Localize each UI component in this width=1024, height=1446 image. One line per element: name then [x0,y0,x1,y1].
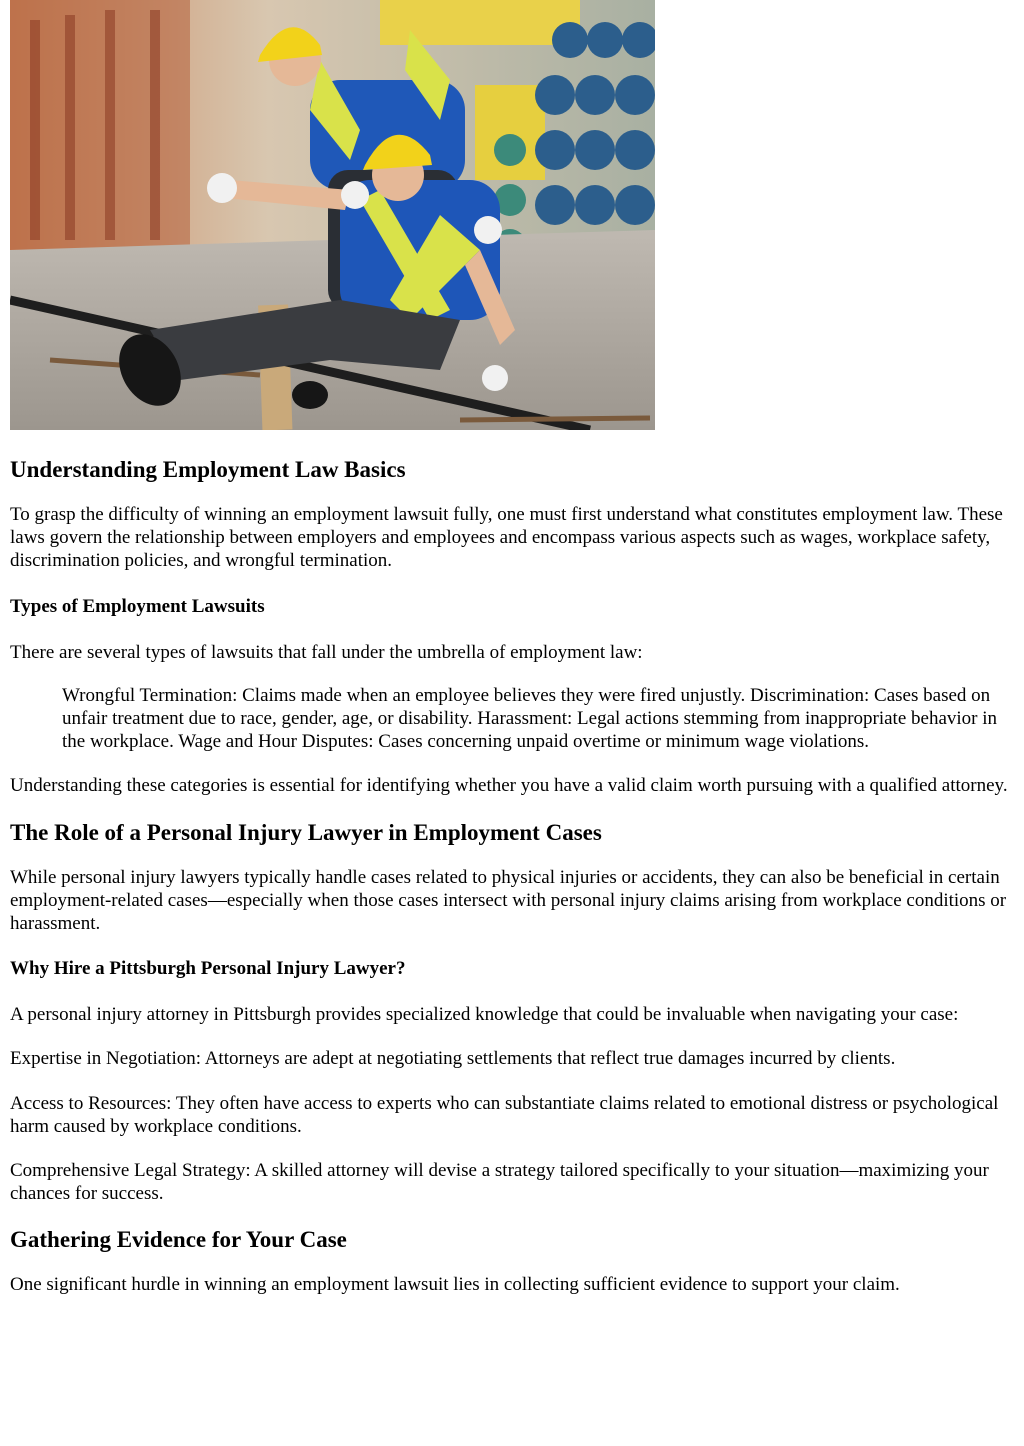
paragraph-role: While personal injury lawyers typically handle cases related to physical injuries or accidents, they can also be beneficial in certain employment-related cases—especially when those cases intersect with personal injury claims arising from workplace conditions or harassment. [10,866,1007,935]
paragraph-basics: To grasp the difficulty of winning an employment lawsuit fully, one must first understand what constitutes employment law. These laws govern the relationship between employers and employees and encompass various aspects such as wages, workplace safety, discrimination policies, and wrongful termination. [10,504,1003,572]
paragraph-why-hire: A personal injury attorney in Pittsburgh provides specialized knowledge that could be invaluable when navigating your case: [10,1004,959,1026]
paragraph-evidence: One significant hurdle in winning an employment lawsuit lies in collecting sufficient evidence to support your claim. [10,1274,900,1296]
paragraph-strategy: Comprehensive Legal Strategy: A skilled attorney will devise a strategy tailored specifically to your situation—maximizing your chances for success. [10,1160,989,1205]
paragraph-types-intro: There are several types of lawsuits that fall under the umbrella of employment law: [10,641,643,663]
hero-image [10,0,655,430]
heading-types-of-lawsuits: Types of Employment Lawsuits [10,595,265,617]
heading-role-of-lawyer: The Role of a Personal Injury Lawyer in Employment Cases [10,819,602,845]
paragraph-access: Access to Resources: They often have access to experts who can substantiate claims related to emotional distress or psychological harm caused by workplace conditions. [10,1092,999,1137]
paragraph-types-summary: Understanding these categories is essential for identifying whether you have a valid claim worth pursuing with a qualified attorney. [10,775,1008,797]
paragraph-expertise: Expertise in Negotiation: Attorneys are adept at negotiating settlements that reflect true damages incurred by clients. [10,1048,896,1070]
heading-why-hire: Why Hire a Pittsburgh Personal Injury Lawyer? [10,958,406,980]
lawsuit-types-list: Wrongful Termination: Claims made when an employee believes they were fired unjustly. Discrimination: Cases based on unfair treatment due to race, gender, age, or disability. Harassment: Legal actions stemming from inappropriate behavior in the workplace. Wage and Hour Disputes: Cases concerning unpaid overtime or minimum wage violations. [62,684,998,753]
heading-gathering-evidence: Gathering Evidence for Your Case [10,1227,347,1253]
heading-employment-law-basics: Understanding Employment Law Basics [10,457,406,482]
